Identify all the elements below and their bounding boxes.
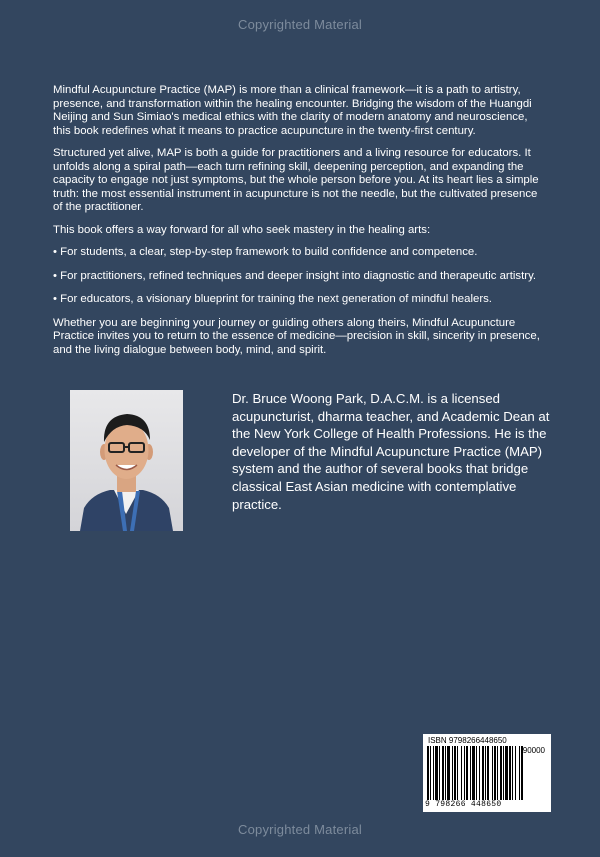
author-bio: Dr. Bruce Woong Park, D.A.C.M. is a licensed acupuncturist, dharma teacher, and Academic Dean at the New York College of Health Professions. He is the developer of the Mindful Acupuncture Practice (MAP) system and the author of several books that bridge classical East Asian medicine with contemplative practice. [232, 391, 550, 512]
barcode-bar [487, 746, 489, 800]
barcode-bar [447, 746, 450, 800]
barcode-bar [435, 746, 438, 800]
barcode-bar [512, 746, 513, 800]
barcode-bar [494, 746, 496, 800]
barcode-bar [461, 746, 462, 800]
barcode-bars [427, 746, 547, 800]
barcode-bar [466, 746, 468, 800]
back-cover-blurb [53, 84, 547, 366]
isbn-barcode [423, 734, 551, 812]
barcode-bar [509, 746, 511, 800]
barcode-bar [482, 746, 484, 800]
barcode-bar [470, 746, 471, 800]
barcode-bar [457, 746, 458, 800]
barcode-bar [454, 746, 456, 800]
author-portrait-illustration [70, 390, 183, 531]
barcode-bar [492, 746, 493, 800]
blurb-bullet-educators: • For educators, a visionary blueprint for training the next generation of mindful healers. [53, 293, 492, 305]
blurb-paragraph-3: This book offers a way forward for all who seek mastery in the healing arts: [53, 223, 431, 236]
copyright-watermark-bottom: Copyrighted Material [238, 822, 362, 837]
barcode-bar [479, 746, 480, 800]
barcode-bar [497, 746, 498, 800]
barcode-bar [452, 746, 453, 800]
barcode-bar [433, 746, 434, 800]
barcode-bar [503, 746, 504, 800]
blurb-paragraph-1: Mindful Acupuncture Practice (MAP) is more than a clinical framework—it is a path to artistry, presence, and transformation within the healing encounter. Bridging the wisdom of the Huangdi Neijing and Sun Simiao's medical ethics with the clarity of modern anatomy and neuroscience, this book redefines what it means to practice acupuncture in the twenty-first century. [53, 84, 532, 137]
barcode-bar [464, 746, 465, 800]
isbn-label: ISBN 9798266448650 [428, 736, 507, 745]
blurb-paragraph-2: Structured yet alive, MAP is both a guide for practitioners and a living resource for educators. It unfolds along a spiral path—each turn refining skill, deepening perception, and expanding the capacity to engage not just symptoms, but the whole person before you. At its heart lies a simple truth: the most essential instrument in acupuncture is not the needle, but the cultivated presence of the practitioner. [53, 147, 539, 213]
blurb-bullet-students: • For students, a clear, step-by-step framework to build confidence and competence. [53, 246, 478, 258]
barcode-bar [500, 746, 502, 800]
barcode-bar [519, 746, 520, 800]
copyright-watermark-top: Copyrighted Material [238, 17, 362, 32]
barcode-bar [485, 746, 486, 800]
barcode-bar [430, 746, 431, 800]
barcode-bar [439, 746, 440, 800]
barcode-bar [476, 746, 477, 800]
barcode-bar [521, 746, 523, 800]
barcode-bar [442, 746, 444, 800]
isbn-digits: 9 798266 448650 [425, 800, 502, 809]
blurb-paragraph-4: Whether you are beginning your journey or guiding others along theirs, Mindful Acupuncture Practice invites you to return to the essence of medicine—precision in skill, sincerity in presence, and the living dialogue between body, mind, and spirit. [53, 316, 540, 356]
barcode-bar [515, 746, 516, 800]
barcode-bar [427, 746, 429, 800]
barcode-bar [505, 746, 508, 800]
barcode-bar [472, 746, 475, 800]
author-photo [70, 390, 183, 531]
blurb-bullet-practitioners: • For practitioners, refined techniques and deeper insight into diagnostic and therapeutic artistry. [53, 269, 537, 282]
barcode-bar [445, 746, 446, 800]
price-code: 90000 [522, 746, 545, 755]
